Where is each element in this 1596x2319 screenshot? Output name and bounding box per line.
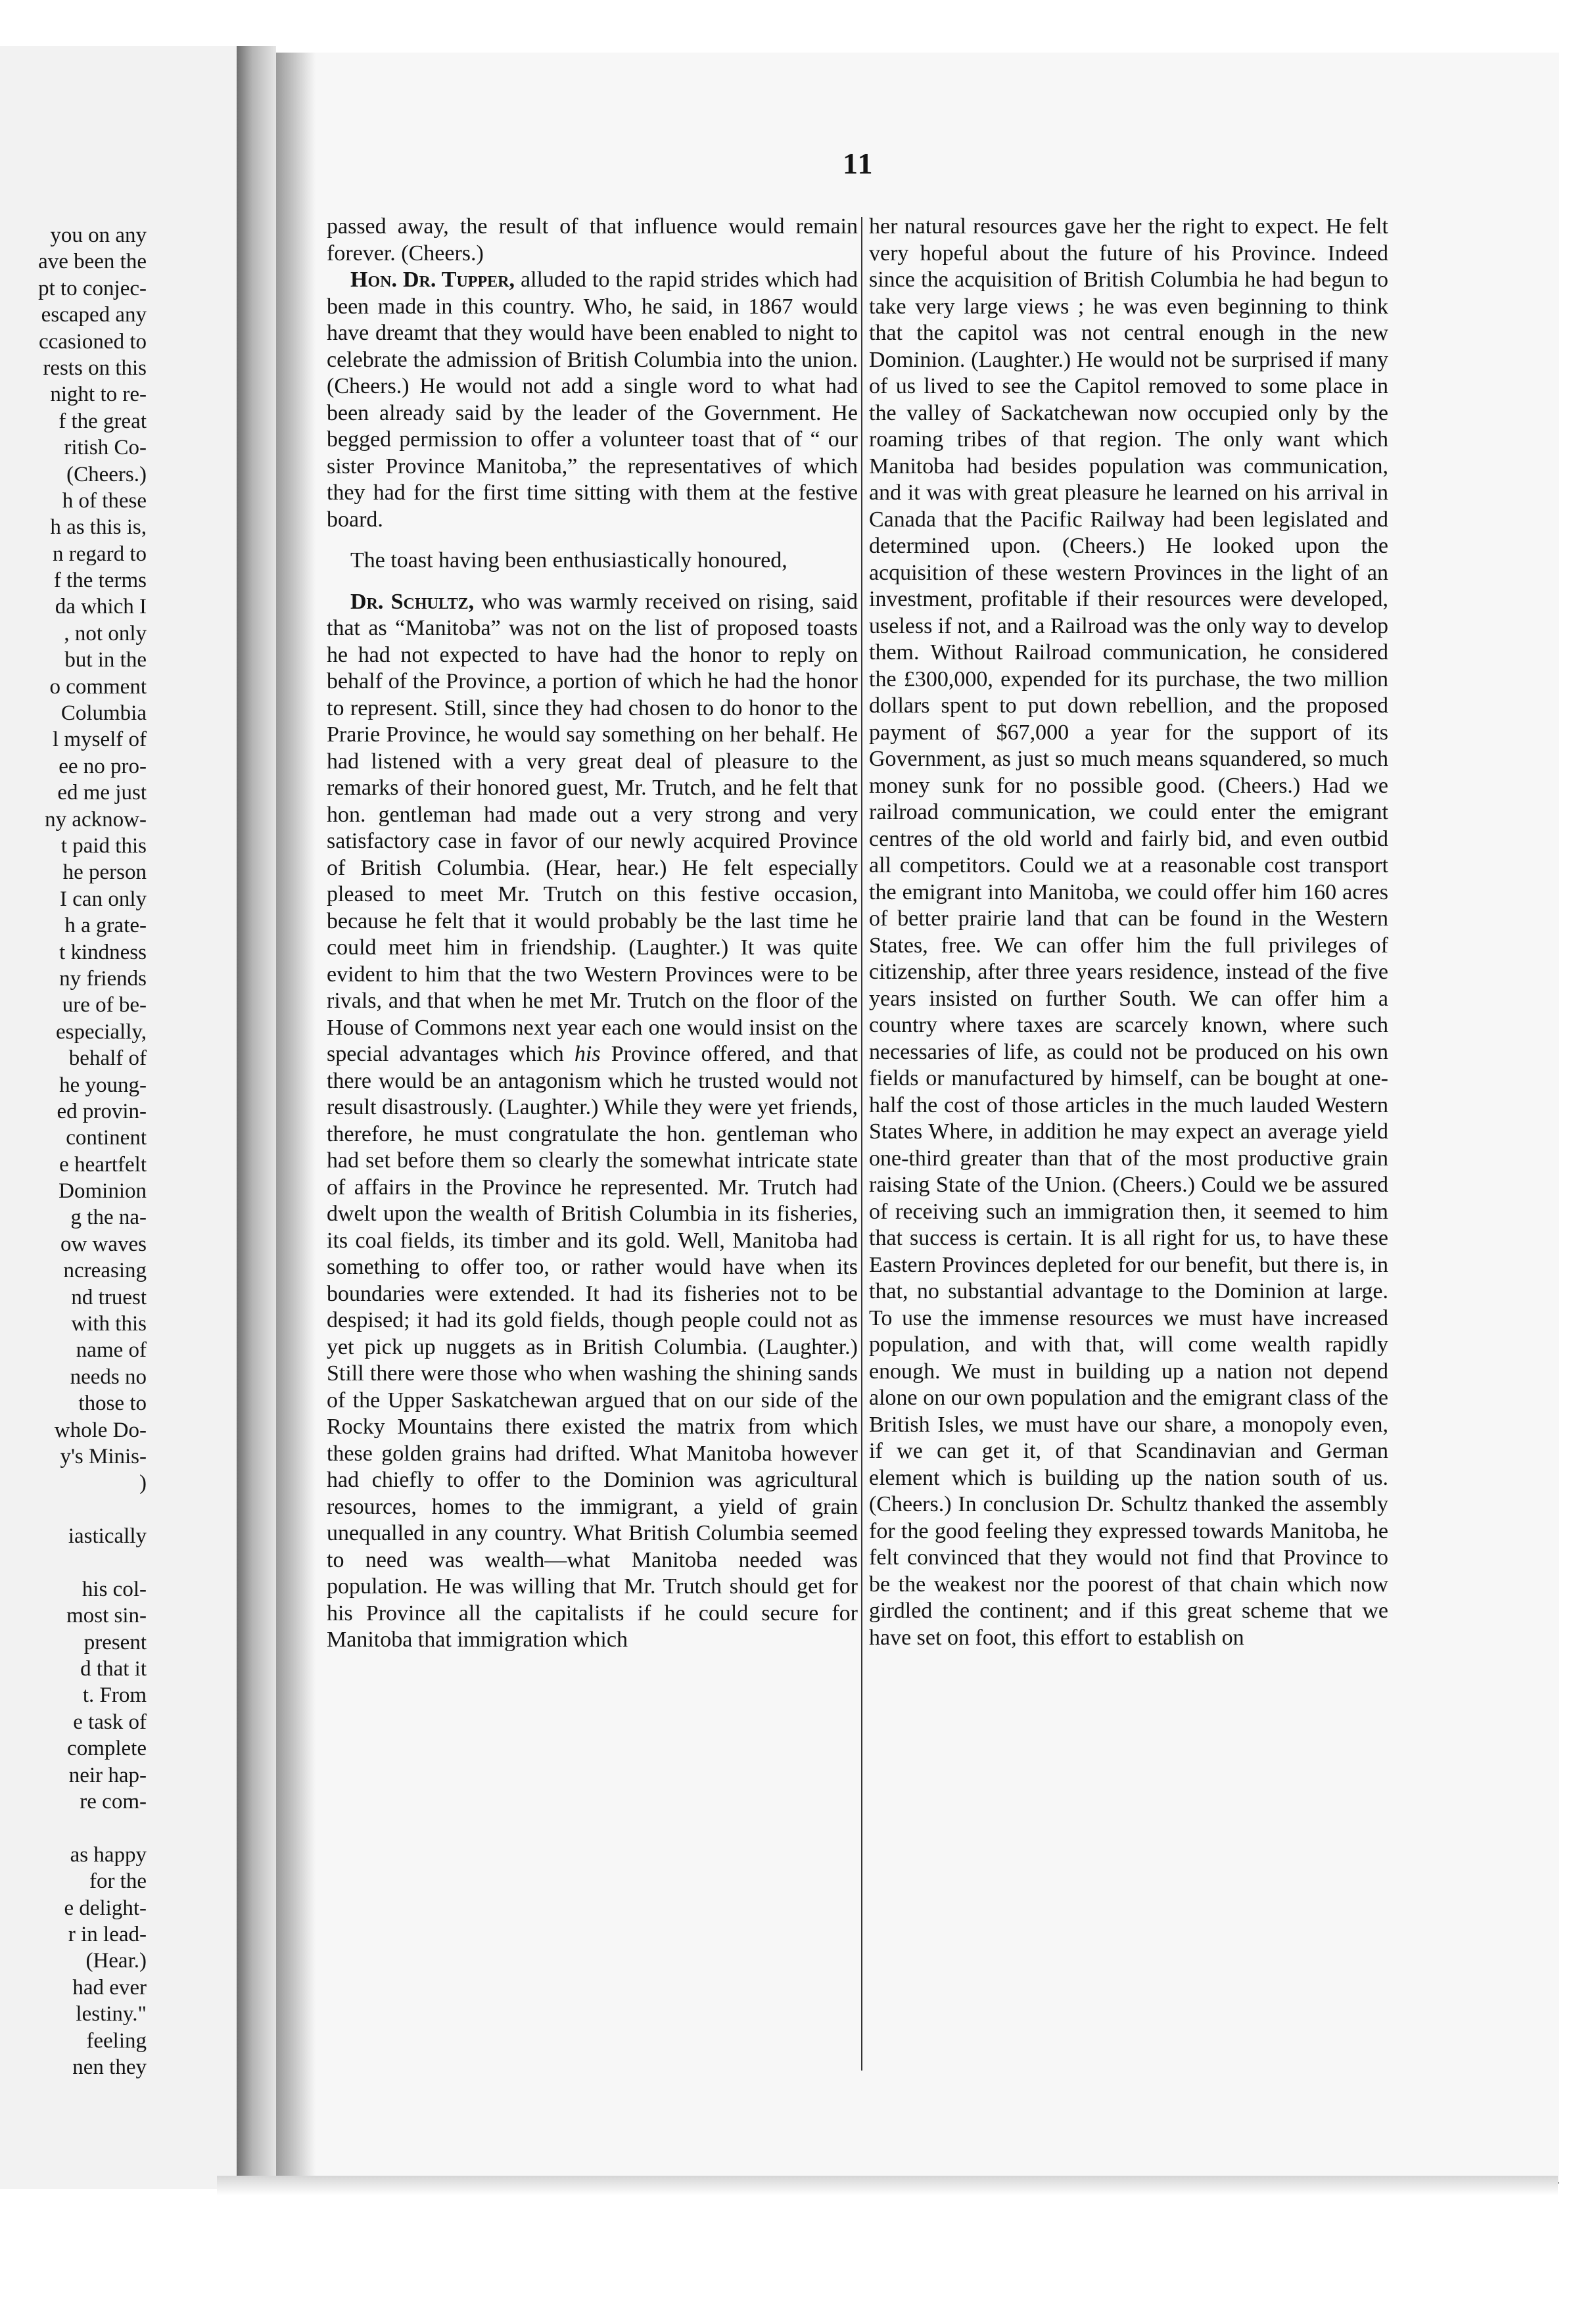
facing-page-text-fragments xyxy=(5,222,147,2080)
fragment-line: ee no pro- xyxy=(59,754,147,778)
fragment-line: whole Do- xyxy=(54,1418,147,1442)
fragment-line: r in lead- xyxy=(68,1923,147,1946)
fragment-line: l myself of xyxy=(53,728,147,752)
paragraph-schultz xyxy=(327,589,858,1654)
text-column-left xyxy=(327,214,858,1654)
fragment-line: you on any xyxy=(50,223,147,247)
paragraph: her natural resources gave her the right to expect. He felt very hopeful about the future of his Province. Indeed since the acquisition of British Columbia he had begun to take very large views ; he was even beginning to think that the capitol was not central enough in the new Dominion. (Laughter.) He would not be surprised if many of us lived to see the Capitol removed to some place in the valley of Sackatchewan now occupied only by the roaming tribes of that region. The only want which Manitoba had besides population was communication, and it was with great pleasure he learned on his arrival in Canada that the Pacific Railway had been legislated and determined upon. (Cheers.) He looked upon the acquisition of these western Provinces in the light of an investment, profitable if their resources were developed, useless if not, and a Railroad was the only way to develop them. Without Railroad communication, he considered the £300,000, expended for its purchase, the two million dollars spent to put down rebellion, and the proposed payment of $67,000 a year for the support of its Government, as just so much means squandered, so much money sunk for no possible good. (Cheers.) Had we railroad communication, we could enter the emigrant centres of the old world and fairly bid, and even outbid all competitors. Could we at a reasonable cost transport the emigrant into Manitoba, we could offer him 160 acres of better prairie land that can be found in the Western States, free. We can offer him the full privileges of citizenship, after three years residence, instead of the five years insisted on further South. We can offer him a country where taxes are scarcely known, where such necessaries of life, as could not be produced on his own fields or manufactured by himself, can be bought at one-half the cost of those articles in the much lauded Western States Where, in addition he may expect an average yield one-third greater than that of the most productive grain raising State of the Union. (Cheers.) Could we be assured of receiving such an immigration then, it seemed to him that success is certain. It is all right for us, to have these Eastern Provinces depleted for our benefit, but there is, in that, no substantial advantage to the Dominion at large. To use the immense resources we must have increased population, and with that, will come wealth rapidly enough. We must in building up a nation not depend alone on our own population and the emigrant class of the British Isles, we must have our share, a monopoly even, if we can get it, of that Scandinavian and German element which is building up the nation south of us. (Cheers.) In conclusion Dr. Schultz thanked the assembly for the good feeling they expressed towards Manitoba, he felt convinced that they would not find that Province to be the weakest nor the poorest of that chain which now girdled the continent; and if this great scheme that we have set on foot, this effort to establish on xyxy=(869,214,1388,1650)
fragment-line: h as this is, xyxy=(50,515,147,540)
fragment-line: especially, xyxy=(55,1019,147,1044)
fragment-line: ccasioned to xyxy=(38,329,147,354)
fragment-line: ave been the xyxy=(38,250,147,274)
fragment-line: feeling xyxy=(86,2028,147,2053)
speaker-name: Hon. Dr. Tupper, xyxy=(350,268,515,292)
paragraph-text: who was warmly received on rising, said that as “Manitoba” was not on the list of proposed toasts he had not expected to have had the honor to reply on behalf of the Province, a portion of which he had the honor to represent. Still, since they had chosen to do honor to the Prarie Province, he would say something on her behalf. He had listened with a very great deal of pleasure to the remarks of their honored guest, Mr. Trutch, and he felt that hon. gentleman had made out a very strong and very satisfactory case in favor of our newly acquired Province of British Columbia. (Hear, hear.) He felt especially pleased to meet Mr. Trutch on this festive occasion, because he felt that it would probably be the last time he could meet him in friendship. (Laughter.) It was quite evident to him that the two Western Provinces were to be rivals, and that when he met Mr. Trutch on the floor of the House of Commons next year each one would insist on the special advantages which xyxy=(327,589,858,1066)
fragment-line: ny acknow- xyxy=(45,807,147,832)
fragment-line: night to re- xyxy=(50,383,147,407)
fragment-line: o comment xyxy=(49,674,147,699)
fragment-line: e heartfelt xyxy=(59,1152,147,1177)
fragment-line: ) xyxy=(139,1471,147,1495)
fragment-line: as happy xyxy=(70,1842,147,1867)
fragment-line: rests on this xyxy=(43,356,147,380)
fragment-line: t kindness xyxy=(59,940,147,964)
fragment-line: , not only xyxy=(64,621,147,645)
fragment-line: he young- xyxy=(59,1073,147,1097)
fragment-line: with this xyxy=(71,1312,147,1336)
column-rule xyxy=(861,217,862,2071)
fragment-line: f the great xyxy=(59,409,147,433)
fragment-line: y's Minis- xyxy=(60,1444,147,1468)
fragment-line xyxy=(5,1550,147,1576)
fragment-line: t. From xyxy=(82,1683,147,1708)
fragment-line: for the xyxy=(89,1869,147,1894)
fragment-line xyxy=(5,1497,147,1523)
paragraph-text: Province offered, and that there would be an antagonism which he trusted would not result disastrously. (Laughter.) While they were yet friends, therefore, he must congratulate the hon. gentleman who had set before them so clearly the somewhat intricate state of affairs in the Province he represented. Mr. Trutch had dwelt upon the wealth of British Columbia in its fisheries, its coal fields, its timber and its gold. Well, Manitoba had something to offer too, or rather would have when its boundaries were extended. It had its fisheries not to be despised; it had its gold fields, though people could not as yet pick up nuggets as in British Columbia. (Laughter.) Still there were those who when washing the shining sands of the Upper Saskatchewan argued that on our side of the Rocky Mountains there existed the matrix from which these golden grains had drifted. What Manitoba however had chiefly to offer to the Dominion was agricultural resources, homes to the immigrant, a yield of grain unequalled in any country. What British Columbia seemed to need was wealth—what Manitoba needed was population. He was willing that Mr. Trutch should get for his Province all the capitalists if he could secure for Manitoba that immigration which xyxy=(327,1042,858,1652)
fragment-line: continent xyxy=(66,1126,147,1150)
gutter-fold xyxy=(276,53,316,2182)
fragment-line: iastically xyxy=(68,1524,147,1549)
fragment-line: behalf of xyxy=(68,1046,147,1071)
fragment-line: n regard to xyxy=(53,542,147,566)
fragment-line: name of xyxy=(76,1338,147,1363)
fragment-line: neir hap- xyxy=(68,1763,147,1787)
fragment-line: his col- xyxy=(82,1577,147,1601)
fragment-line: he person xyxy=(62,860,147,885)
fragment-line: ny friends xyxy=(59,966,147,991)
fragment-line: da which I xyxy=(55,595,147,619)
fragment-line: (Cheers.) xyxy=(66,462,147,486)
fragment-line: those to xyxy=(78,1392,147,1416)
fragment-line: pt to conjec- xyxy=(38,276,147,300)
speaker-name: Dr. Schultz, xyxy=(350,589,475,614)
fragment-line: present xyxy=(83,1630,147,1654)
fragment-line: f the terms xyxy=(53,569,147,593)
fragment-line: Columbia xyxy=(60,701,147,726)
fragment-line: needs no xyxy=(70,1365,147,1389)
binding-shadow xyxy=(237,46,276,2189)
fragment-line: ed provin- xyxy=(57,1099,147,1123)
page-number: 11 xyxy=(843,147,874,180)
fragment-line: g the na- xyxy=(70,1206,147,1230)
fragment-line: h of these xyxy=(62,488,147,513)
facing-page xyxy=(0,46,239,2189)
text-column-right xyxy=(869,214,1388,1651)
paragraph-text: alluded to the rapid strides which had been made in this country. Who, he said, in 1867 would have dreamt that they would have been enabled to night to celebrate the admission of British Columbia into the union. (Cheers.) He would not add a single word to what had been already said by the leader of the Government. He begged permission to offer a volunteer toast that of “ our sister Province Manitoba,” the representatives of which they had for the first time sitting with them at the festive board. xyxy=(327,268,858,532)
fragment-line: ed me just xyxy=(57,781,147,805)
fragment-line: ure of be- xyxy=(62,993,147,1018)
fragment-line: had ever xyxy=(72,1975,147,2000)
fragment-line: (Hear.) xyxy=(85,1949,147,1973)
italic-word: his xyxy=(574,1042,601,1066)
fragment-line xyxy=(5,1815,147,1841)
fragment-line: nd truest xyxy=(71,1285,147,1309)
fragment-line: re com- xyxy=(80,1790,147,1814)
fragment-line: e delight- xyxy=(64,1896,147,1920)
fragment-line: I can only xyxy=(60,887,147,911)
fragment-line: ow waves xyxy=(60,1232,147,1256)
fragment-line: complete xyxy=(67,1737,147,1761)
fragment-line: h a grate- xyxy=(64,914,147,938)
fragment-line: t paid this xyxy=(60,833,147,858)
paragraph: passed away, the result of that influence would remain forever. (Cheers.) xyxy=(327,214,858,266)
fragment-line: but in the xyxy=(64,648,147,672)
fragment-line: ncreasing xyxy=(63,1259,147,1283)
fragment-line: escaped any xyxy=(41,303,147,327)
fragment-line: e task of xyxy=(73,1710,147,1734)
fragment-line: nen they xyxy=(72,2055,147,2079)
paragraph-tupper xyxy=(327,267,858,533)
fragment-line: lestiny." xyxy=(76,2002,147,2026)
fragment-line: most sin- xyxy=(66,1604,147,1628)
fragment-line: Dominion xyxy=(59,1179,147,1204)
fragment-line: ritish Co- xyxy=(64,436,147,460)
paragraph-toast: The toast having been enthusiastically honoured, xyxy=(350,548,787,573)
page-bottom-edge xyxy=(217,2176,1558,2195)
fragment-line: d that it xyxy=(80,1657,147,1681)
